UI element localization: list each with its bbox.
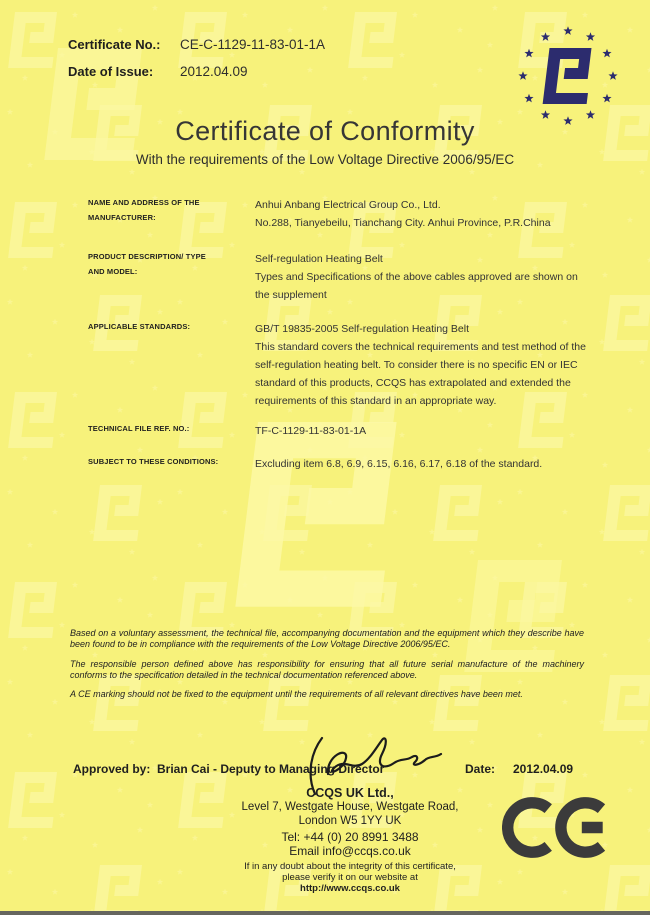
field-value	[255, 422, 366, 440]
approved-by-label: Approved by:	[73, 762, 151, 776]
field-value-line: Anhui Anbang Electrical Group Co., Ltd.	[255, 199, 441, 211]
field-label	[88, 422, 255, 437]
approval-date-label: Date:	[465, 762, 496, 776]
field-label	[88, 320, 255, 335]
field-label-line: NAME AND ADDRESS OF THE	[88, 198, 200, 207]
field-row-technical-file	[88, 422, 366, 440]
date-of-issue-label: Date of Issue:	[68, 64, 154, 79]
field-row-conditions	[88, 455, 542, 473]
verify-note-line-2: please verify it on our website at	[282, 872, 418, 883]
field-row-manufacturer	[88, 196, 551, 232]
field-value-line: requirements of this standard in an appropriate way.	[255, 395, 497, 407]
field-label-line: APPLICABLE STANDARDS:	[88, 322, 191, 331]
disclaimer-paragraph: A CE marking should not be fixed to the equipment until the requirements of all relevant directives have been met.	[70, 689, 523, 699]
approval-date-value: 2012.04.09	[513, 762, 574, 776]
issuer-address-line-2: London W5 1YY UK	[298, 815, 402, 827]
field-label	[88, 196, 255, 225]
field-value-line: No.288, Tianyebeilu, Tianchang City. Anhui Province, P.R.China	[255, 217, 551, 229]
certificate-no-label: Certificate No.:	[68, 37, 161, 52]
verify-note-line-1: If in any doubt about the integrity of this certificate,	[244, 861, 456, 872]
field-value-line: the supplement	[255, 289, 327, 301]
date-of-issue-value: 2012.04.09	[180, 64, 248, 79]
field-value-line: Excluding item 6.8, 6.9, 6.15, 6.16, 6.17, 6.18 of the standard.	[255, 458, 543, 470]
field-value	[255, 320, 586, 410]
page-title: Certificate of Conformity	[175, 116, 475, 146]
verify-url: http://www.ccqs.co.uk	[300, 883, 400, 894]
field-label	[88, 455, 255, 470]
scan-edge	[0, 911, 650, 915]
field-value-line: Self-regulation Heating Belt	[255, 253, 383, 265]
field-label-line: MANUFACTURER:	[88, 212, 156, 222]
field-value-line: TF-C-1129-11-83-01-1A	[255, 425, 367, 437]
disclaimer-paragraph: The responsible person defined above has responsibility for ensuring that all future serial manufacture of the machinery conforms to the specification detailed in the technical documentation referenced above.	[70, 659, 584, 680]
field-value-line: GB/T 19835-2005 Self-regulation Heating Belt	[255, 323, 470, 335]
certificate-no-value: CE-C-1129-11-83-01-1A	[180, 37, 326, 52]
field-value-line: This standard covers the technical requirements and test method of the	[255, 341, 586, 353]
field-label	[88, 250, 255, 279]
issuer-name: CCQS UK Ltd.,	[306, 786, 394, 800]
ccqs-e-stars-logo-icon	[518, 24, 618, 128]
ce-mark-icon	[502, 793, 616, 862]
field-value-line: self-regulation heating belt. To consider there is no specific EN or IEC	[255, 359, 578, 371]
field-label-line: AND MODEL:	[88, 266, 138, 276]
field-label-line: TECHNICAL FILE REF. NO.:	[88, 424, 190, 433]
field-value-line: Types and Specifications of the above cables approved are shown on	[255, 271, 578, 283]
field-value-line: standard of this products, CCQS has extrapolated and extended the	[255, 377, 571, 389]
field-label-line: PRODUCT DESCRIPTION/ TYPE	[88, 252, 206, 261]
issuer-tel: Tel: +44 (0) 20 8991 3488	[281, 830, 419, 844]
field-label-line: SUBJECT TO THESE CONDITIONS:	[88, 457, 219, 466]
field-value	[255, 250, 578, 304]
field-row-product	[88, 250, 578, 304]
page-subtitle: With the requirements of the Low Voltage Directive 2006/95/EC	[135, 152, 515, 167]
approved-by-value: Brian Cai - Deputy to Managing Director	[157, 762, 385, 776]
issuer-address-line-1: Level 7, Westgate House, Westgate Road,	[241, 801, 459, 813]
issuer-email: Email info@ccqs.co.uk	[289, 843, 411, 858]
field-value	[255, 455, 542, 473]
field-value	[255, 196, 551, 232]
disclaimer-paragraph: Based on a voluntary assessment, the technical file, accompanying documentation and the equipment which they describe have been found to be in compliance with the requirements of the Low Voltage Directive 2006/95/EC.	[70, 628, 584, 649]
field-row-standards	[88, 320, 586, 410]
